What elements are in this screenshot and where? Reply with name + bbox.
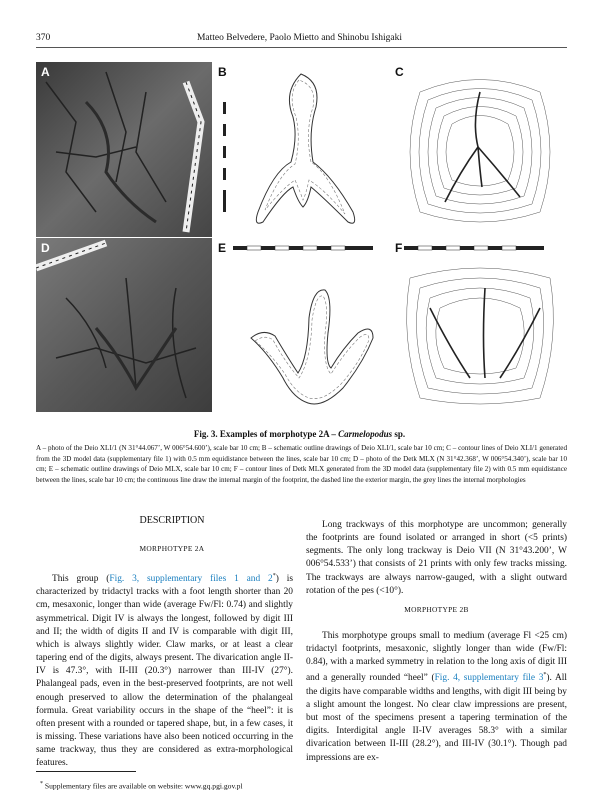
- footnote-rule: [36, 771, 136, 772]
- right-column-text-bottom: [306, 630, 567, 765]
- panel-b-outline: [213, 62, 389, 237]
- figure-caption: A – photo of the Deio XLI/1 (N 31°44.067’, W 006°54.600’), scale bar 10 cm; B – schematic outline drawings of Deio XLI/1, scale bar 10 cm; C – contour lines of Deio XLI/1 generated from the 3D model data (supplementary file 1) with 0.5 mm equidistance between the lines, scale bar 10 cm; D – photo of the Detk MLX (N 31°42.368’, W 006°54.340’), scale bar 10 cm; E – schematic outline drawings of Deio MLX, scale bar 10 cm; F – contour lines of Detk MLX generated from the 3D model data (supplementary file 2) with 0.5 mm equidistance between the lines, scale bar 10 cm; the continuous line draw the internal margin of the footprint, the dashed line the exterior margin, the grey lines the internal morphologies: [36, 444, 567, 484]
- paragraph: This group (Fig. 3, supplementary files 1 and 2*) is characterized by tridactyl tracks with a foot length shorter than 20 cm, mesaxonic, longer than wide (average Fw/Fl: 0.74) and slightly asymmetrical. Digit IV is always the longest, followed by digit III and II; the width of digits II and IV is comparable with digit III, which is always slightly wider. Claw marks, or at least a clear tapering end of the digits, always present. The divarication angle II-IV is 47.3°, with II-III (20.3°) narrower than III-IV (27°). Phalangeal pads, even in the best-preserved footprints, are not well enough preserved to allow the determination of the phalangeal formula. Great variability occurs in the shape of the “heel”: it is often present with a rounded or tapered shape, but, in a few cases, it is missing. These variations have also been noticed occurring in the same trackway, thus they are considered as extra-morphological features.: [36, 573, 293, 769]
- panel-a-photo: [36, 62, 212, 237]
- figure-link[interactable]: Fig. 4, supplementary file 3: [434, 673, 544, 684]
- subheading-2b: MORPHOTYPE 2B: [404, 605, 469, 614]
- panel-label: E: [218, 241, 227, 255]
- panel-label: B: [218, 65, 227, 79]
- right-column-text-top: [306, 519, 567, 598]
- rock-photo-a: [36, 62, 212, 237]
- figure-3: [36, 62, 566, 412]
- paragraph: This morphotype groups small to medium (average Fl <25 cm) tridactyl footprints, mesaxonic, slightly longer than wide (Fw/Fl: 0.84), with a marked symmetry in relation to the long axis of digit III and a generally rounded “heel” (Fig. 4, supplementary file 3*). All the digits have comparable widths and lengths, with digit III being by a slight amount the longest. No clear claw impressions are present, but most of the specimens present a tapering termination of the digits. Interdigital angle II-IV averages 58.3° with a similar divarication between II-III (28.2°), and III-IV (30.1°). Though pad impressions are ex-: [306, 631, 567, 763]
- panel-label: D: [41, 241, 50, 255]
- contour-map-c: [390, 62, 566, 237]
- contour-map-f: [390, 238, 566, 412]
- figure-link[interactable]: Fig. 3, supplementary files 1 and 2: [109, 574, 273, 585]
- figure-title: Fig. 3. Examples of morphotype 2A – Carmelopodus sp.: [193, 429, 406, 439]
- outline-drawing-e: [213, 238, 389, 412]
- running-header-authors: Matteo Belvedere, Paolo Mietto and Shinobu Ishigaki: [196, 33, 402, 43]
- section-heading: DESCRIPTION: [139, 515, 205, 526]
- left-column-text: [36, 570, 293, 770]
- panel-f-contours: [390, 238, 566, 412]
- subheading-2a: MORPHOTYPE 2A: [139, 544, 205, 553]
- footnote: * Supplementary files are available on website: www.gq.pgi.gov.pl: [40, 781, 243, 791]
- outline-drawing-b: [213, 62, 389, 237]
- panel-e-outline: [213, 238, 389, 412]
- header-rule: [36, 47, 567, 48]
- panel-label: A: [41, 65, 50, 79]
- rock-photo-d: [36, 238, 212, 412]
- panel-d-photo: [36, 238, 212, 412]
- page-number: 370: [36, 33, 51, 43]
- paragraph: Long trackways of this morphotype are uncommon; generally the footprints are found isolated or arranged in short (<5 prints) segments. The only long trackway is Deio VII (N 31°43.200’, W 006°54.533’) that consists of 21 prints with only few tracks missing. The trackways are always narrow-gauged, with a slight outward rotation of the pes (<10°).: [306, 520, 567, 596]
- panel-label: F: [395, 241, 403, 255]
- panel-label: C: [395, 65, 404, 79]
- panel-c-contours: [390, 62, 566, 237]
